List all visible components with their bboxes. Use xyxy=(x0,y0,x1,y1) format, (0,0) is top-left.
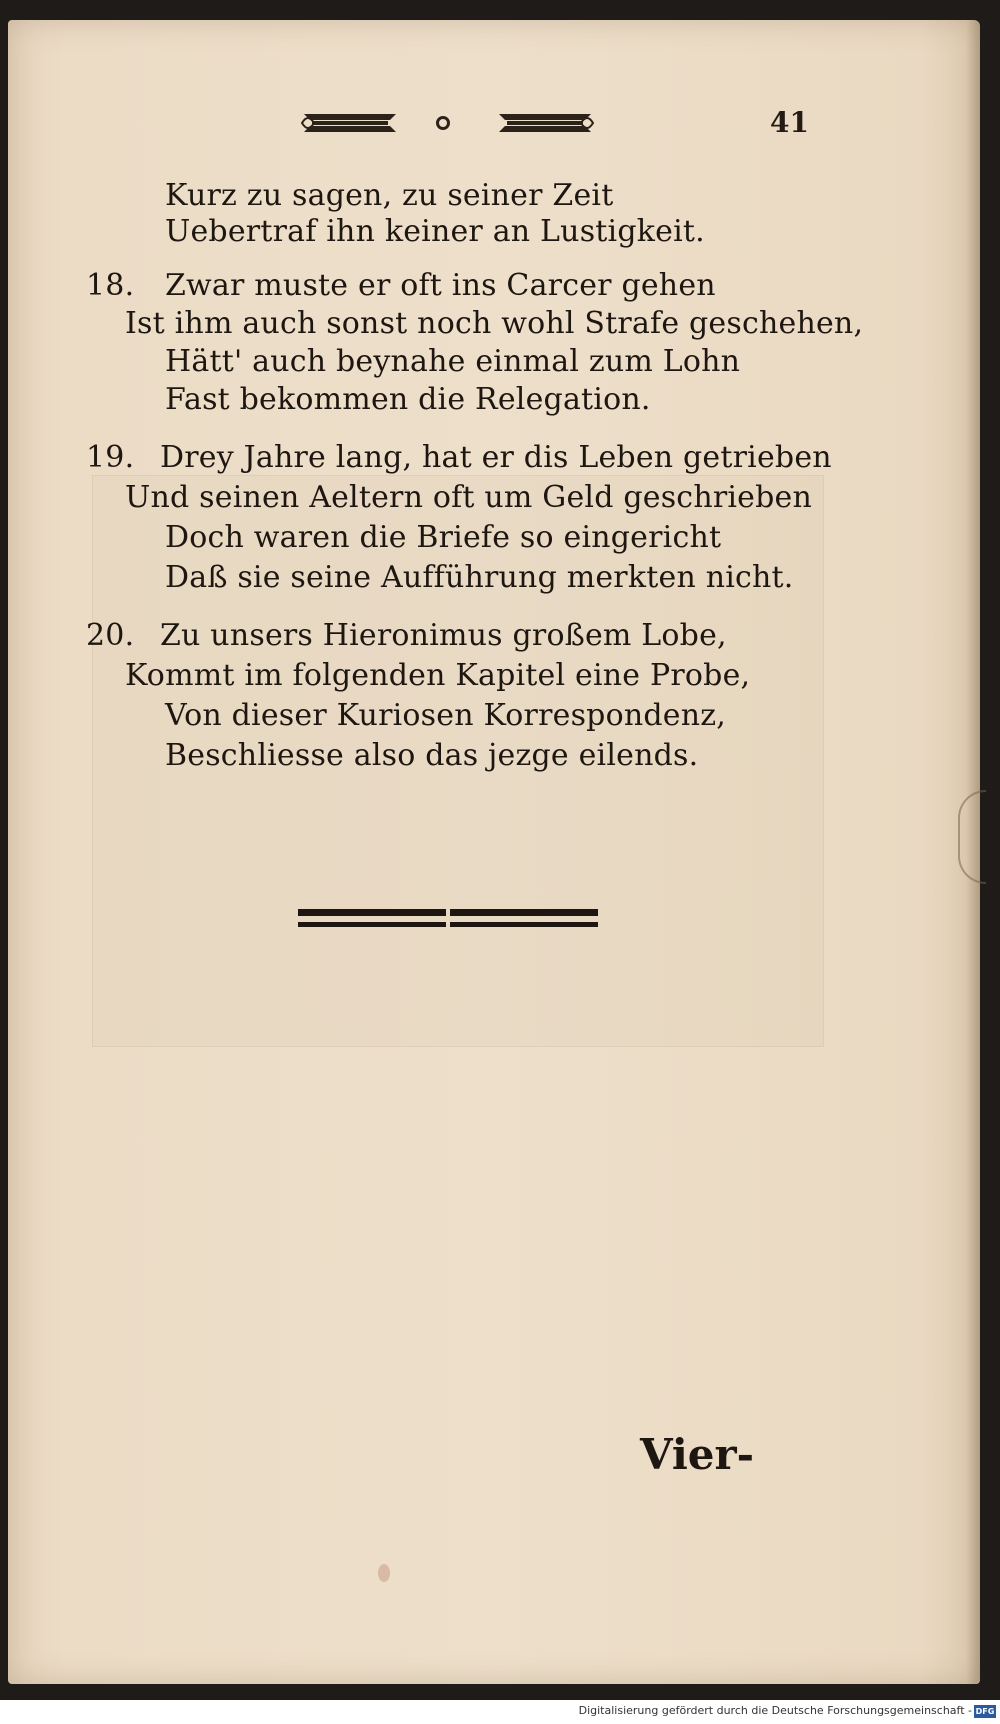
stanza-number: 18. xyxy=(86,268,135,303)
stanza-line: Drey Jahre lang, hat er dis Leben getrieben xyxy=(160,440,832,475)
stanza-number: 19. xyxy=(86,440,135,475)
paper-stain xyxy=(378,1564,390,1582)
stanza-line: Uebertraf ihn keiner an Lustigkeit. xyxy=(165,214,705,249)
footer-bar xyxy=(0,1700,1000,1724)
header-ornament-left-icon xyxy=(300,108,400,138)
stanza-line: Beschliesse also das jezge eilends. xyxy=(165,738,699,773)
header-ornament-right-icon xyxy=(495,108,595,138)
stanza-line: Von dieser Kuriosen Korrespondenz, xyxy=(165,698,726,733)
stanza-line: Zwar muste er oft ins Carcer gehen xyxy=(165,268,716,303)
stanza-line: Kurz zu sagen, zu seiner Zeit xyxy=(165,178,614,213)
page-tab-marker xyxy=(958,790,986,884)
header-ornament-circle-icon xyxy=(436,116,450,130)
dfg-logo-icon: DFG xyxy=(975,1707,995,1716)
stanza-line: Hätt' auch beynahe einmal zum Lohn xyxy=(165,344,741,379)
footer-credit-text: Digitalisierung gefördert durch die Deutsche Forschungsgemeinschaft - xyxy=(578,1704,972,1717)
stanza-line: Ist ihm auch sonst noch wohl Strafe geschehen, xyxy=(125,306,864,341)
stanza-line: Doch waren die Briefe so eingericht xyxy=(165,520,722,555)
page-number: 41 xyxy=(770,106,809,139)
stanza-line: Fast bekommen die Relegation. xyxy=(165,382,651,417)
catchword: Vier- xyxy=(640,1430,755,1479)
stanza-line: Daß sie seine Aufführung merkten nicht. xyxy=(165,560,794,595)
stanza-line: Und seinen Aeltern oft um Geld geschrieben xyxy=(125,480,813,515)
section-divider-rule xyxy=(298,906,598,936)
stanza-line: Zu unsers Hieronimus großem Lobe, xyxy=(160,618,727,653)
stanza-number: 20. xyxy=(86,618,135,653)
stanza-line: Kommt im folgenden Kapitel eine Probe, xyxy=(125,658,751,693)
